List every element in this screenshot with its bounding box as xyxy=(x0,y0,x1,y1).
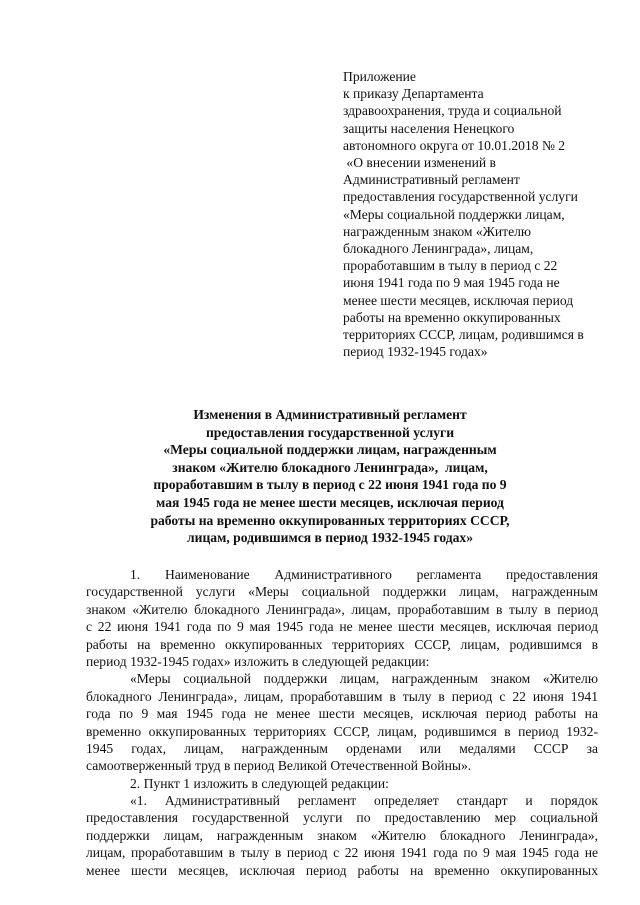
appendix-line: автономного округа от 10.01.2018 № 2 xyxy=(343,137,566,153)
title-line: «Меры социальной поддержки лицам, награжденным xyxy=(163,442,497,458)
appendix-line: период 1932-1945 годах» xyxy=(343,344,488,360)
body-line: государственной услуги «Меры социальной поддержки лицам, награжденным xyxy=(86,584,598,600)
appendix-line: «Меры социальной поддержки лицам, xyxy=(343,206,565,222)
appendix-line: июня 1941 года по 9 мая 1945 года не xyxy=(343,275,560,291)
title-line: Изменения в Административный регламент xyxy=(193,407,467,422)
document-title xyxy=(110,406,550,547)
appendix-line: территориях СССР, лицам, родившимся в xyxy=(343,327,584,343)
paragraph-point-1 xyxy=(86,775,598,792)
body-line: поддержки лицам, награжденным знаком «Жителю блокадного Ленинграда», xyxy=(86,827,598,843)
appendix-line: здравоохранения, труда и социальной xyxy=(343,103,562,119)
body-line: знаком «Жителю блокадного Ленинграда», лицам, проработавшим в тылу в период xyxy=(86,601,598,617)
body-line: 1945 годах, лицам, награжденным орденами или медалями СССР за xyxy=(86,740,598,756)
appendix-header xyxy=(343,68,605,360)
document-body xyxy=(86,566,598,879)
appendix-line: предоставления государственной услуги xyxy=(343,189,578,205)
appendix-line: к приказу Департамента xyxy=(343,86,484,102)
body-line: работы на временно оккупированных территориях СССР, лицам, родившимся в xyxy=(86,636,598,652)
title-line: предоставления государственной услуги xyxy=(205,424,455,440)
title-line: проработавшим в тылу в период с 22 июня 1941 года по 9 xyxy=(153,477,507,493)
body-line: временно оккупированных территориях СССР, лицам, родившимся в период 1932- xyxy=(86,723,598,739)
body-line: 1. Наименование Административного регламента предоставления xyxy=(130,567,598,582)
appendix-line: «О внесении изменений в xyxy=(343,155,496,171)
body-line: менее шести месяцев, исключая период работы на временно оккупированных xyxy=(86,862,598,878)
appendix-line: награжденным знаком «Жителю xyxy=(343,223,532,239)
title-line: лицам, родившимся в период 1932-1945 годах» xyxy=(187,530,473,546)
title-line: знаком «Жителю блокадного Ленинграда», лицам, xyxy=(172,459,488,475)
appendix-line: Административный регламент xyxy=(343,172,520,188)
body-line: «1. Административный регламент определяет стандарт и порядок xyxy=(130,793,598,809)
appendix-line: защиты населения Ненецкого xyxy=(343,120,515,136)
appendix-line: работы на временно оккупированных xyxy=(343,309,561,325)
body-line: с 22 июня 1941 года по 9 мая 1945 года не менее шести месяцев, исключая период xyxy=(86,619,598,635)
body-line: года по 9 мая 1945 года не менее шести месяцев, исключая период работы на xyxy=(86,706,598,722)
appendix-line: Приложение xyxy=(343,69,416,84)
title-line: работы на временно оккупированных территориях СССР, xyxy=(150,512,510,528)
body-line: 2. Пункт 1 изложить в следующей редакции: xyxy=(130,775,389,791)
body-line: «Меры социальной поддержки лицам, награжденным знаком «Жителю xyxy=(130,671,598,687)
appendix-line: блокадного Ленинграда», лицам, xyxy=(343,241,534,257)
body-line: предоставления государственной услуги по предоставлению мер социальной xyxy=(86,810,598,826)
body-line: период 1932-1945 годах» изложить в следующей редакции: xyxy=(86,653,430,669)
body-line: самоотверженный труд в период Великой Отечественной Войны». xyxy=(86,758,472,774)
appendix-line: менее шести месяцев, исключая период xyxy=(343,292,574,308)
body-line: лицам, проработавшим в тылу в период с 22 июня 1941 года по 9 мая 1945 года не xyxy=(86,845,598,861)
paragraph-new-name xyxy=(86,670,598,774)
body-line: блокадного Ленинграда», лицам, проработавшим в тылу в период с 22 июня 1941 xyxy=(86,688,598,704)
title-line: мая 1945 года не менее шести месяцев, исключая период xyxy=(156,494,504,510)
paragraph-point-1-text xyxy=(86,792,598,879)
appendix-line: проработавшим в тылу в период с 22 xyxy=(343,258,558,274)
paragraph-name-change xyxy=(86,566,598,670)
